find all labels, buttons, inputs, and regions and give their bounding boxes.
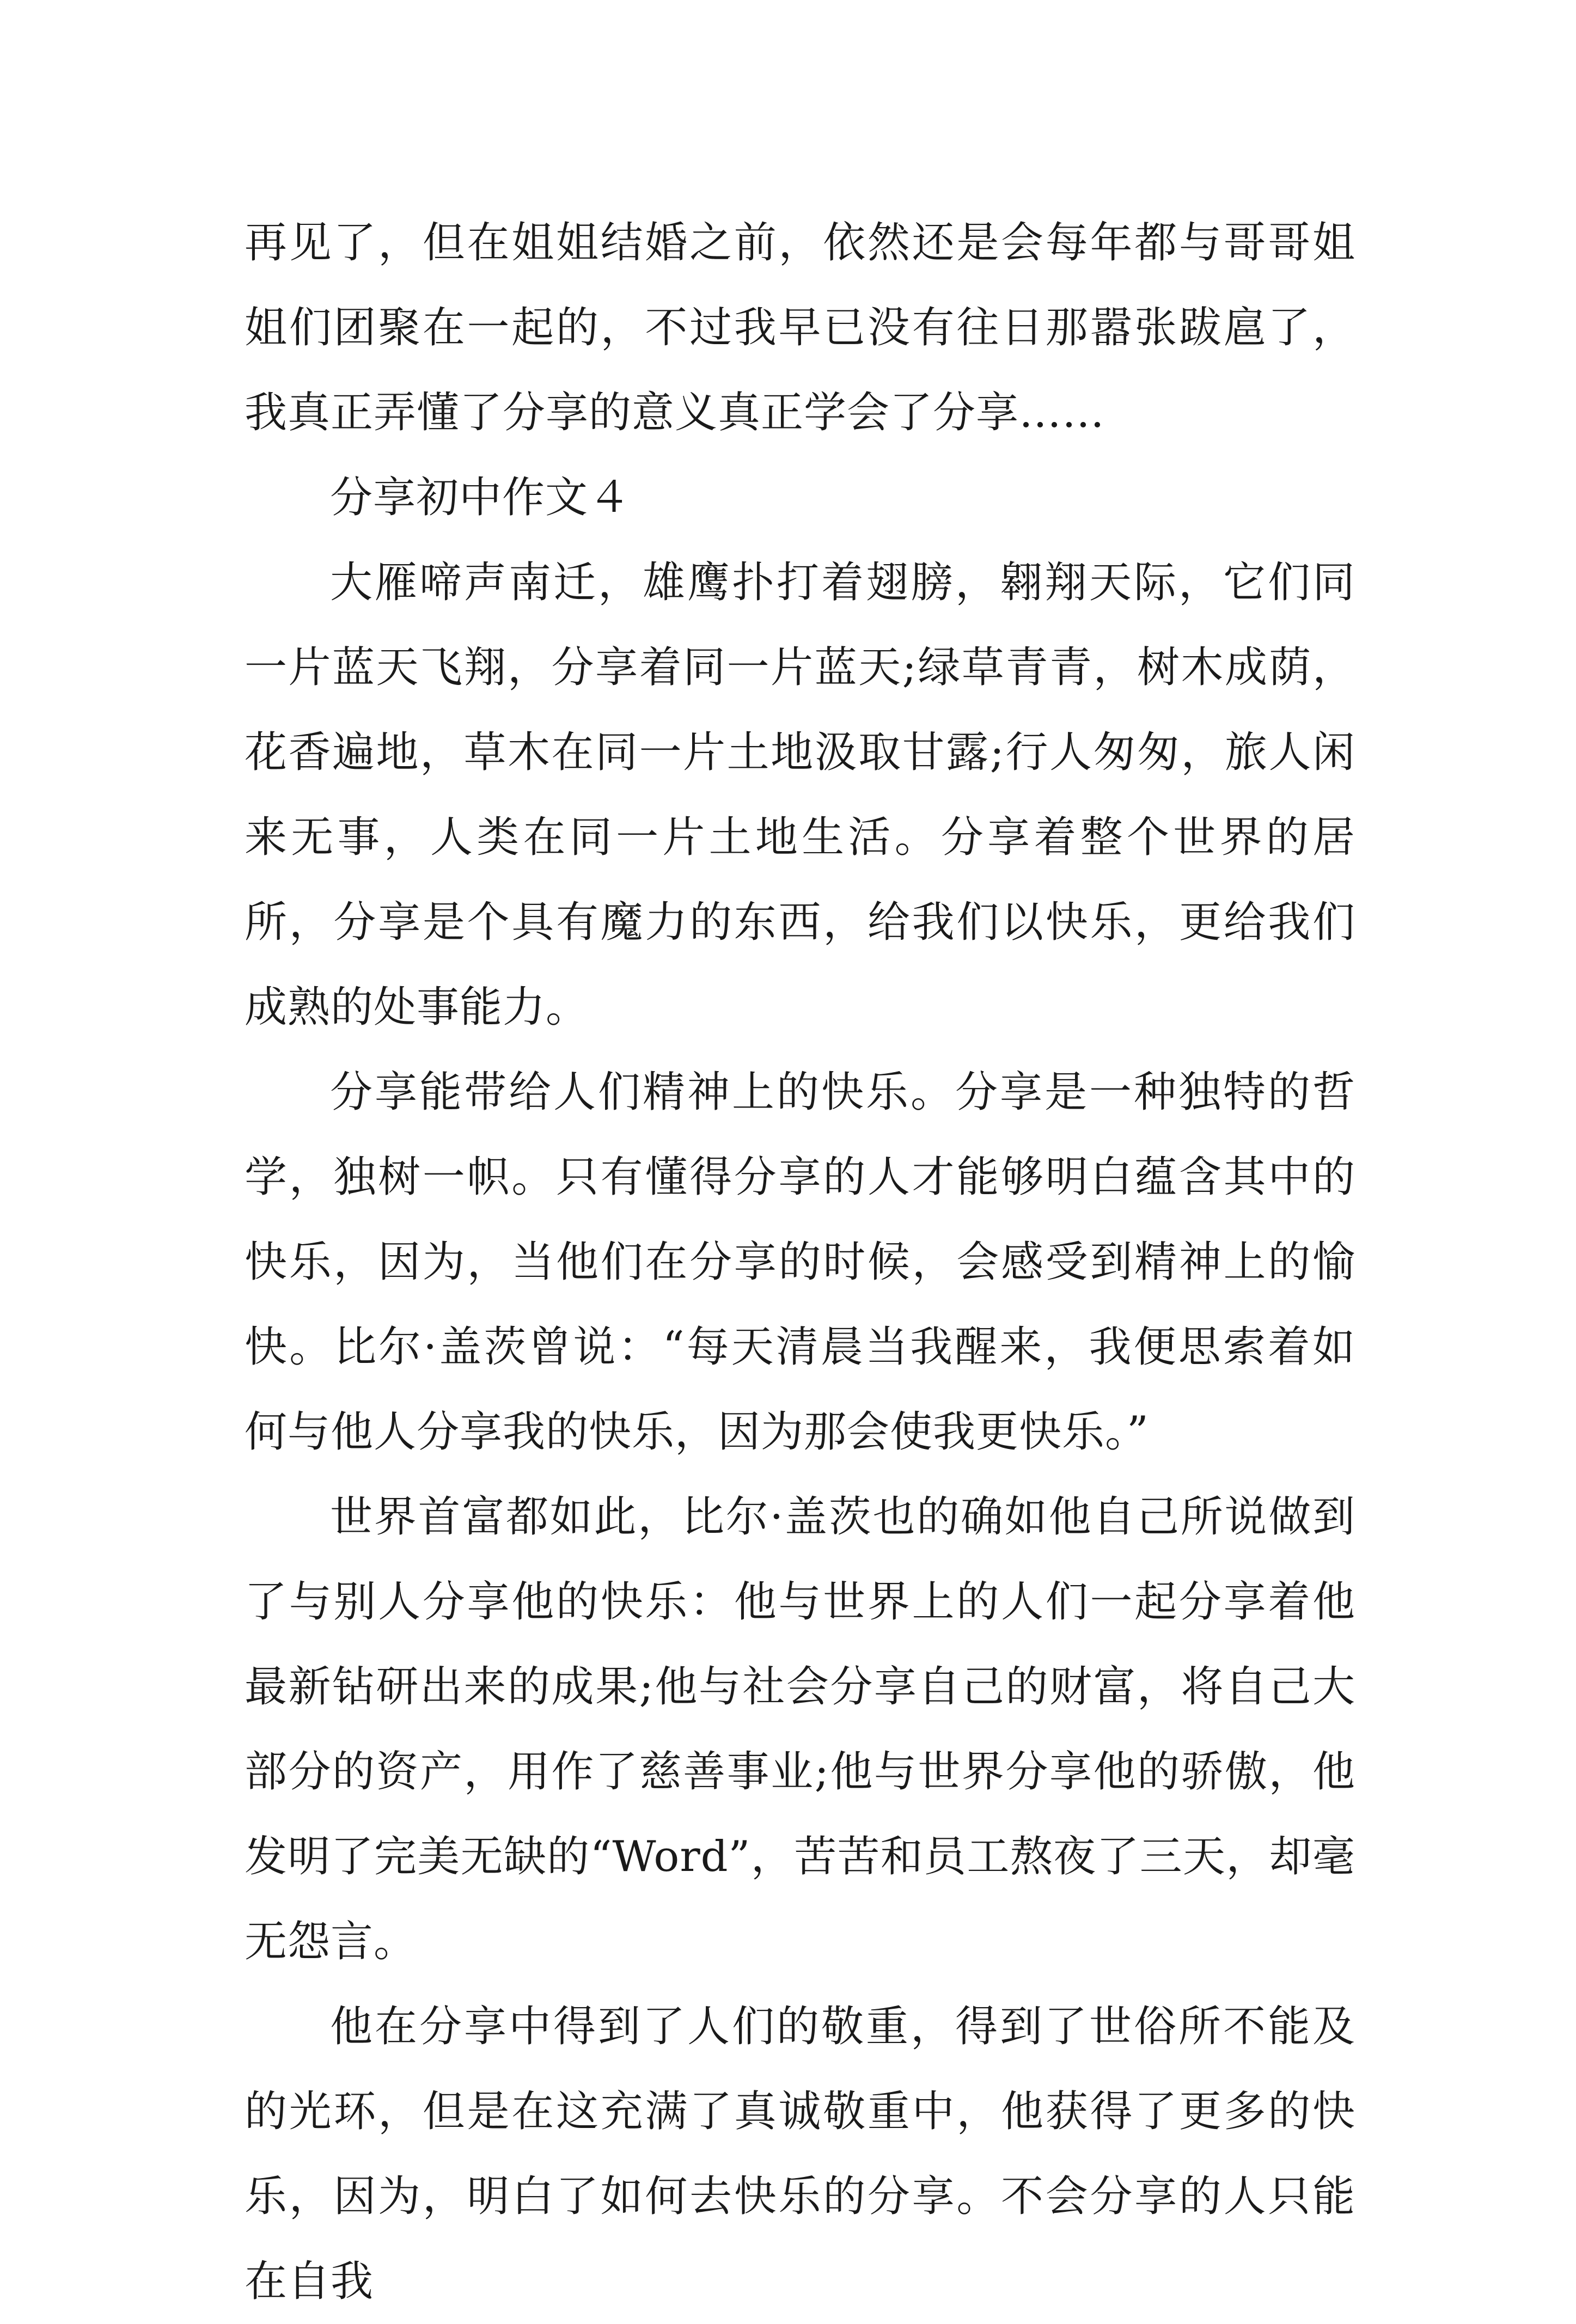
paragraph: 分享能带给人们精神上的快乐。分享是一种独特的哲学，独树一帜。只有懂得分享的人才能够明白蕴含其中的快乐，因为，当他们在分享的时候，会感受到精神上的愉快。比尔·盖茨曾说：“每天清晨当我醒来，我便思索着如何与他人分享我的快乐，因为那会使我更快乐。”	[245, 1068, 1355, 1457]
document-body	[245, 200, 1355, 2324]
paragraph-continuation: 再见了，但在姐姐结婚之前，依然还是会每年都与哥哥姐姐们团聚在一起的，不过我早已没有往日那嚣张跋扈了，我真正弄懂了分享的意义真正学会了分享……	[245, 218, 1355, 437]
paragraph: 大雁啼声南迁，雄鹰扑打着翅膀，翱翔天际，它们同一片蓝天飞翔，分享着同一片蓝天;绿草青青，树木成荫，花香遍地，草木在同一片土地汲取甘露;行人匆匆，旅人闲来无事，人类在同一片土地生活。分享着整个世界的居所，分享是个具有魔力的东西，给我们以快乐，更给我们成熟的处事能力。	[245, 558, 1355, 1032]
paragraph: 他在分享中得到了人们的敬重，得到了世俗所不能及的光环，但是在这充满了真诚敬重中，他获得了更多的快乐，因为，明白了如何去快乐的分享。不会分享的人只能在自我	[245, 2002, 1355, 2306]
paragraph: 世界首富都如此，比尔·盖茨也的确如他自己所说做到了与别人分享他的快乐：他与世界上的人们一起分享着他最新钻研出来的成果;他与社会分享自己的财富，将自己大部分的资产，用作了慈善事业;他与世界分享他的骄傲，他发明了完美无缺的“Word”，苦苦和员工熬夜了三天，却毫无怨言。	[245, 1493, 1355, 1966]
section-heading: 分享初中作文４	[330, 473, 632, 522]
